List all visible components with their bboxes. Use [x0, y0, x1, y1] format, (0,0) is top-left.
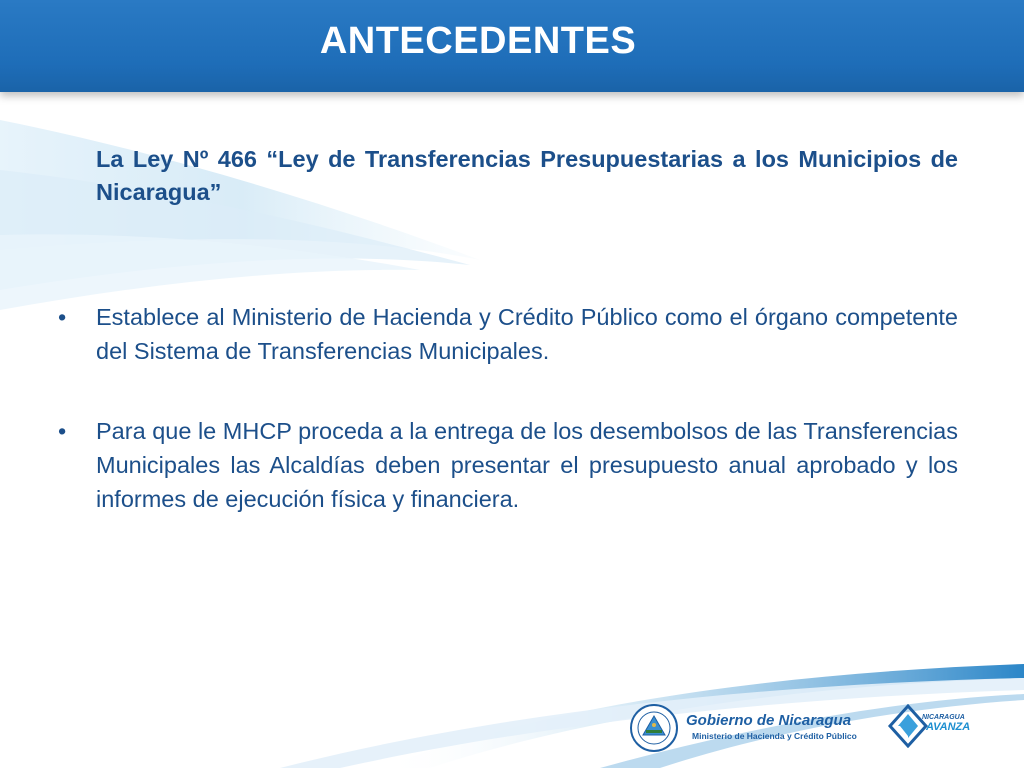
page-title: ANTECEDENTES [319, 20, 637, 62]
header-bar [0, 0, 1024, 92]
government-name: Gobierno de Nicaragua [686, 712, 852, 729]
law-title: La Ley Nº 466 “Ley de Transferencias Presupuestarias a los Municipios de Nicaragua” [96, 146, 958, 205]
bullet-text: Establece al Ministerio de Hacienda y Crédito Público como el órgano competente del Sistema de Transferencias Municipales. [96, 304, 958, 364]
avanza-big-text: AVANZA [926, 721, 971, 733]
bullet-item [56, 414, 958, 516]
ministry-name: Ministerio de Hacienda y Crédito Público [692, 731, 857, 741]
bullet-marker: • [58, 418, 67, 444]
bullet-item [56, 300, 958, 368]
bullet-text: Para que le MHCP proceda a la entrega de los desembolsos de las Transferencias Municipales las Alcaldías deben presentar el presupuesto anual aprobado y los informes de ejecución física y financiera. [96, 418, 958, 512]
bullet-marker: • [58, 304, 67, 330]
avanza-small-text: NICARAGUA [922, 714, 965, 721]
bullet-list [56, 300, 958, 562]
